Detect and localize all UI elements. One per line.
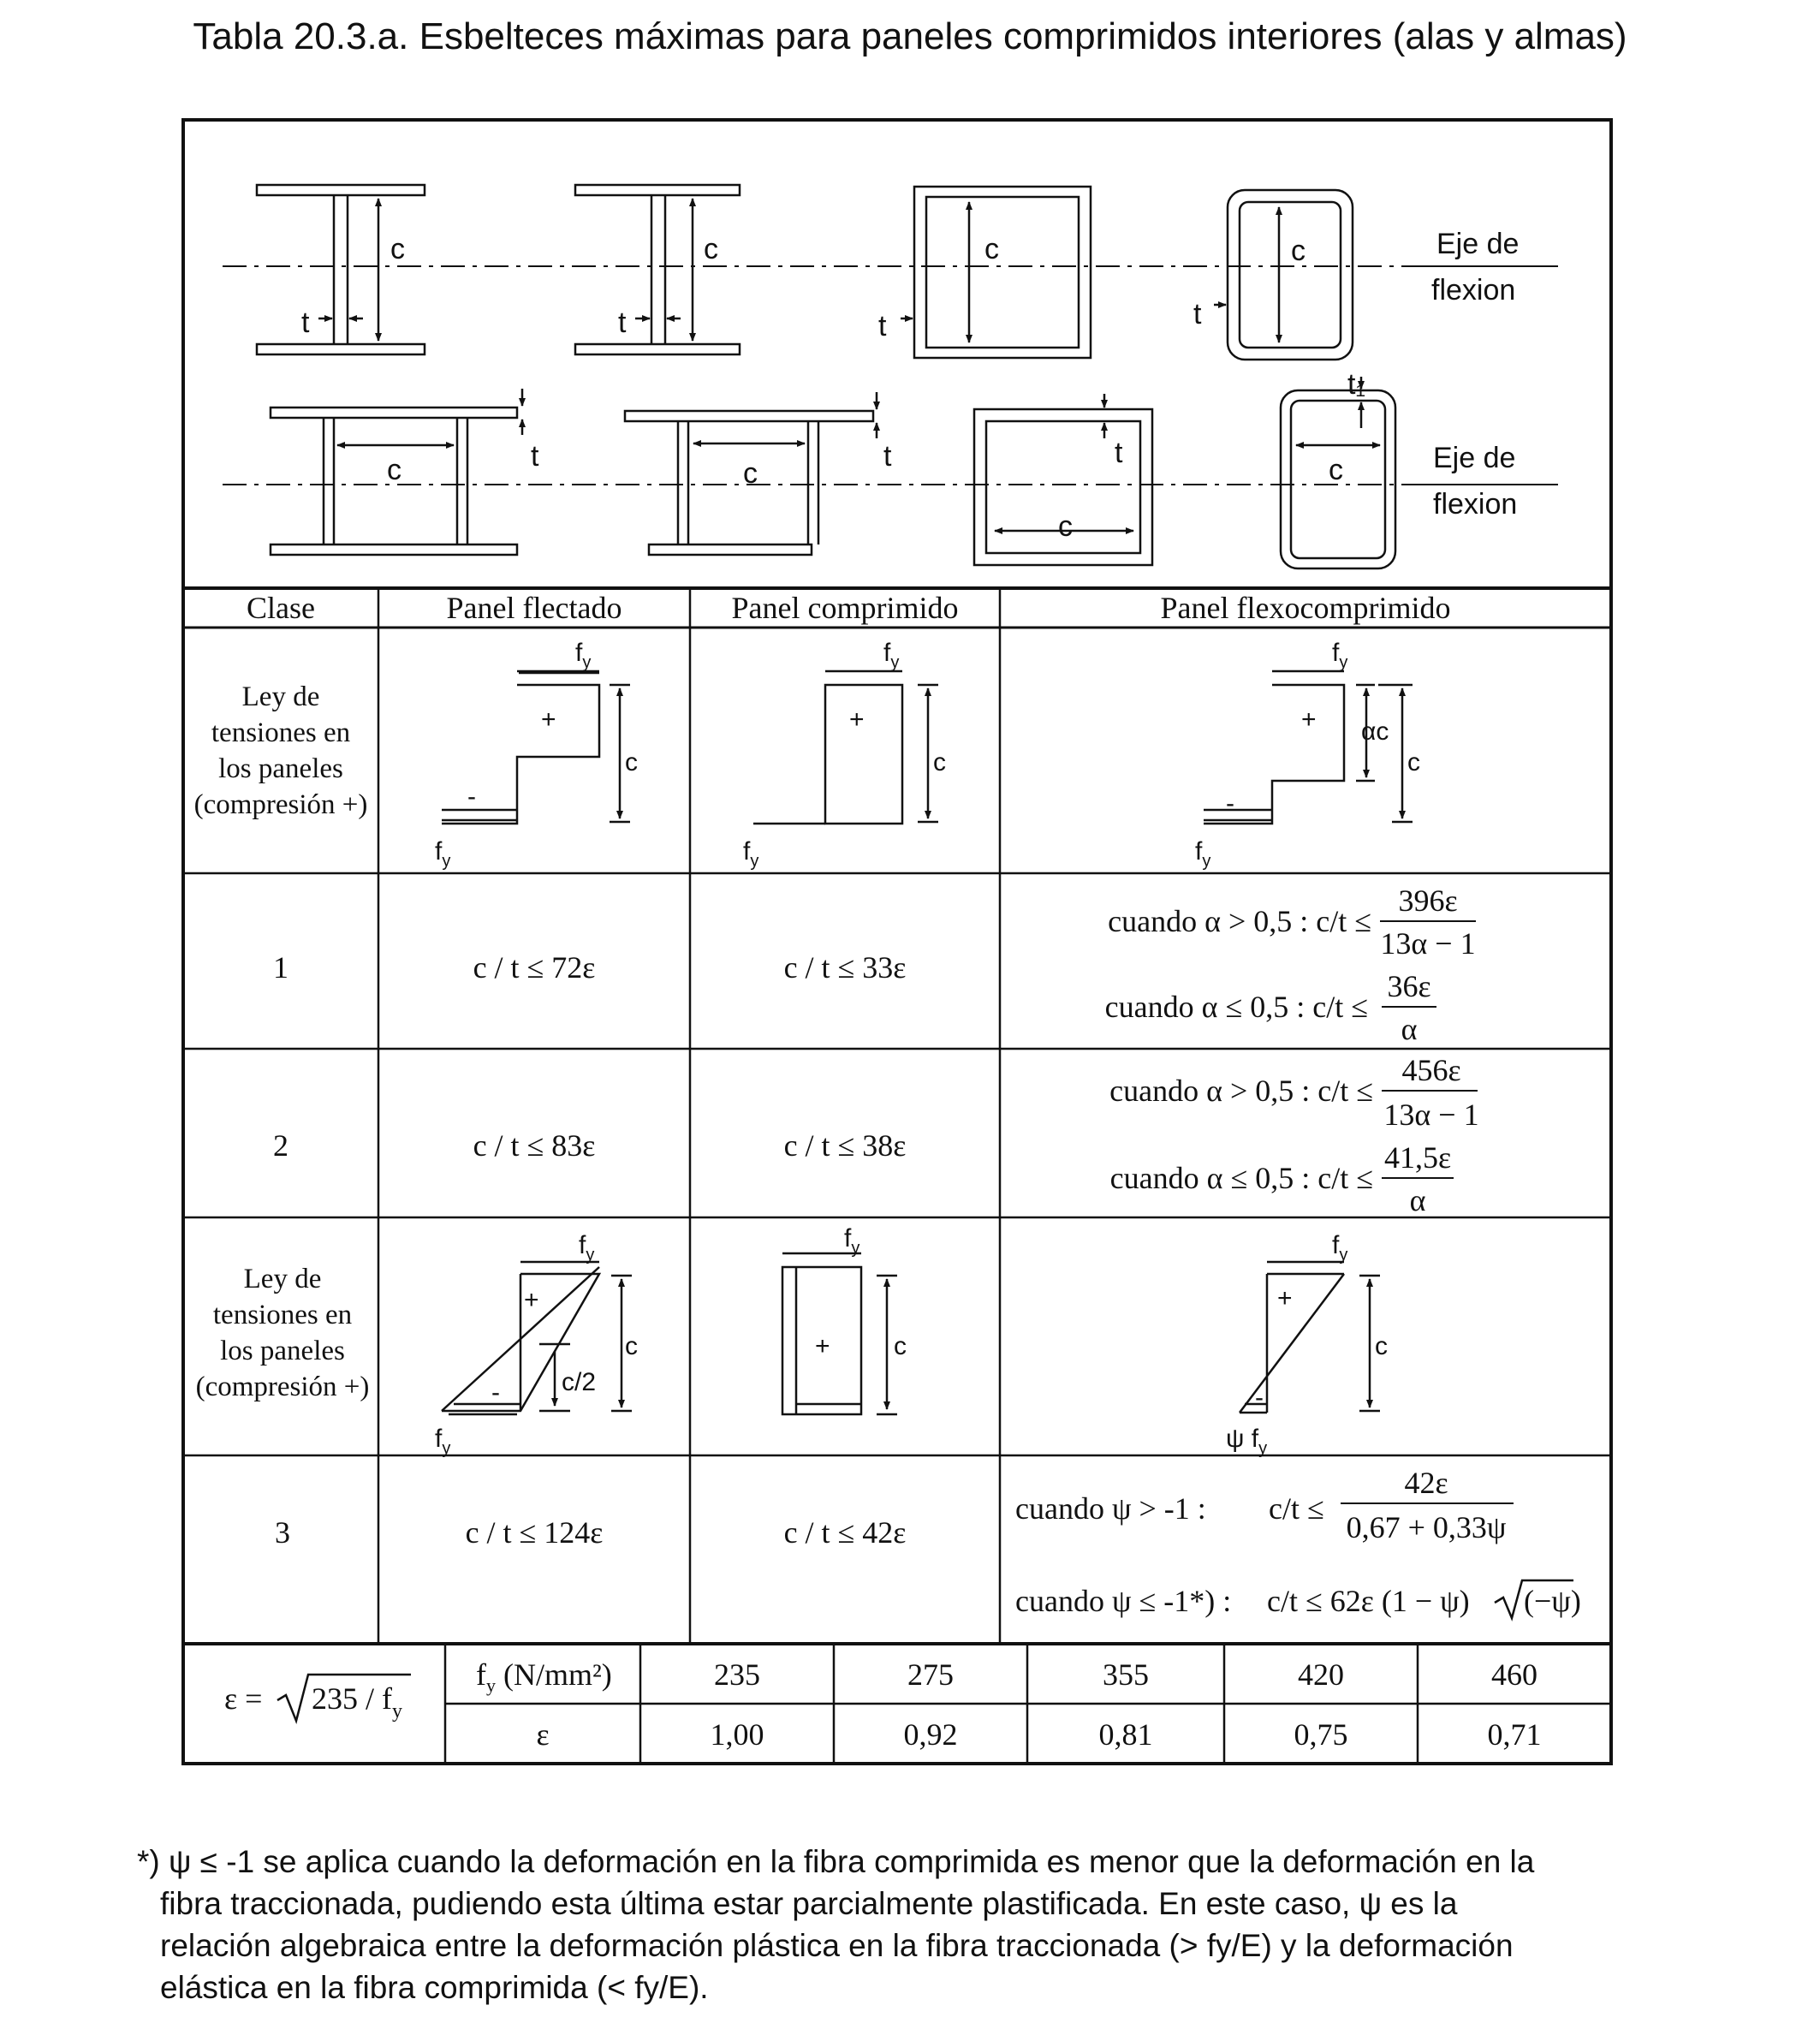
footnote-line: *) ψ ≤ -1 se aplica cuando la deformación en la fibra comprimida es menor que la deformación en la (137, 1844, 1535, 1879)
plus-sign: + (524, 1286, 539, 1314)
plus-sign: + (815, 1332, 830, 1360)
flexo-condition-a: cuando ψ > -1 : (1015, 1491, 1206, 1526)
fraction-denominator: 0,67 + 0,33ψ (1346, 1510, 1507, 1544)
dim-t-label: t (878, 310, 887, 342)
epsilon-value: 0,81 (1098, 1717, 1153, 1752)
dim-c-label: c (387, 454, 401, 486)
epsilon-row-label: ε (536, 1717, 550, 1752)
fraction-numerator: 36ε (1387, 969, 1431, 1003)
fy-label: $f_y$ (435, 837, 451, 871)
class-1-row (273, 884, 1476, 1046)
dim-c-label: c (625, 748, 638, 777)
comprimido-limit: c / t ≤ 42ε (783, 1515, 907, 1550)
epsilon-formula: ε = (224, 1681, 263, 1716)
flectado-limit: c / t ≤ 124ε (465, 1515, 604, 1550)
plus-sign: + (1277, 1284, 1293, 1312)
epsilon-value: 1,00 (710, 1717, 764, 1752)
footnote-line: elástica en la fibra comprimida (< fy/E). (160, 1970, 709, 2005)
minus-sign: - (467, 782, 476, 811)
flexo-condition-b: cuando α ≤ 0,5 : c/t ≤ (1104, 990, 1368, 1024)
flexo-condition-a: cuando α > 0,5 : c/t ≤ (1108, 904, 1371, 938)
stress-diagrams-class12 (442, 671, 1413, 824)
footnote-line: fibra traccionada, pudiendo esta última estar parcialmente plastificada. En este caso, ψ es la (160, 1886, 1458, 1921)
fraction-numerator: 41,5ε (1383, 1140, 1452, 1175)
ley-label-bottom (196, 1264, 370, 1402)
class-number: 1 (273, 950, 288, 985)
dim-c-label: c (704, 233, 718, 265)
flexo-relation-a: c/t ≤ (1269, 1491, 1324, 1526)
cross-sections-row2 (223, 377, 1558, 568)
fy-label: $f_y$ (575, 639, 592, 672)
dim-c-half-label: c/2 (562, 1368, 597, 1396)
epsilon-formula-root: $235 / f_y$ (312, 1681, 402, 1723)
sqrt-argument: (−ψ) (1524, 1584, 1581, 1618)
minus-sign: - (491, 1378, 500, 1407)
fy-label: $f_y$ (844, 1224, 860, 1258)
fy-label: $f_y$ (743, 837, 759, 871)
dim-c-label: c (933, 748, 946, 777)
dim-c-label: c (984, 233, 999, 265)
header-panel-flectado: Panel flectado (446, 591, 622, 625)
fy-label: $f_y$ (1195, 837, 1211, 871)
fraction-numerator: 456ε (1401, 1053, 1461, 1087)
fy-value: 275 (907, 1657, 954, 1692)
fraction-denominator: 13α − 1 (1383, 1098, 1479, 1132)
page-title: Tabla 20.3.a. Esbelteces máximas para paneles comprimidos interiores (alas y almas) (193, 15, 1627, 57)
epsilon-value: 0,75 (1294, 1717, 1348, 1752)
dim-c-label: c (1375, 1332, 1388, 1360)
flectado-limit: c / t ≤ 72ε (473, 950, 596, 985)
fraction-denominator: α (1401, 1012, 1418, 1046)
ley-label-line: los paneles (218, 753, 343, 784)
header-clase: Clase (247, 591, 315, 625)
dim-t-label: t (301, 306, 310, 339)
fraction-numerator: 42ε (1404, 1466, 1448, 1500)
footnote-line: relación algebraica entre la deformación plástica en la fibra traccionada (> fy/E) y la deformación (160, 1928, 1514, 1963)
fy-label: $f_y$ (579, 1231, 595, 1264)
alpha-c-label: αc (1361, 717, 1389, 746)
class-number: 2 (273, 1128, 288, 1163)
dim-t-label: t (1115, 437, 1123, 469)
class-number: 3 (275, 1515, 290, 1550)
comprimido-limit: c / t ≤ 33ε (783, 950, 907, 985)
plus-sign: + (849, 705, 865, 734)
stress-labels-class3 (435, 1224, 1388, 1458)
fy-label: $f_y$ (1332, 639, 1348, 672)
epsilon-value: 0,92 (903, 1717, 958, 1752)
flexo-condition-b: cuando ψ ≤ -1*) : (1015, 1584, 1232, 1618)
fy-label: $f_y$ (435, 1425, 451, 1458)
fraction-denominator: 13α − 1 (1380, 926, 1476, 961)
ley-label-line: Ley de (243, 1264, 322, 1294)
fraction-denominator: α (1409, 1183, 1426, 1217)
class-2-row (273, 1053, 1479, 1217)
dim-t-label: t (1193, 298, 1202, 330)
ley-label-line: tensiones en (211, 717, 351, 748)
fy-value: 355 (1103, 1657, 1149, 1692)
fy-value: 420 (1298, 1657, 1344, 1692)
dim-c-label: c (743, 457, 758, 490)
psi-fy-label: ψ $f_y$ (1226, 1425, 1268, 1458)
ley-label-line: Ley de (241, 681, 320, 712)
ley-label-line: tensiones en (212, 1300, 353, 1330)
dim-t-label: t (618, 306, 627, 339)
fraction-numerator: 396ε (1398, 884, 1458, 918)
dim-c-label: c (1407, 748, 1420, 777)
ley-label-top (194, 681, 368, 820)
fy-row-label: $f_y$ (N/mm²) (476, 1657, 612, 1696)
eje-label-line2: flexion (1433, 488, 1518, 521)
plus-sign: + (541, 705, 556, 734)
dim-t-label: t (531, 440, 539, 473)
dim-c-label: c (1329, 454, 1343, 486)
minus-sign: - (1226, 789, 1234, 818)
eje-label-line1: Eje de (1436, 228, 1520, 260)
fy-label: $f_y$ (883, 639, 900, 672)
fy-label: $f_y$ (1332, 1231, 1348, 1264)
flexo-condition-b: cuando α ≤ 0,5 : c/t ≤ (1109, 1161, 1373, 1195)
eje-label-line2: flexion (1431, 274, 1516, 306)
header-panel-flexocomprimido: Panel flexocomprimido (1160, 591, 1451, 625)
flexo-relation-b: c/t ≤ 62ε (1 − ψ) (1267, 1584, 1470, 1618)
class-3-row (275, 1466, 1581, 1618)
minus-sign: - (1255, 1383, 1264, 1412)
dim-c-label: c (1058, 510, 1073, 543)
fy-value: 235 (714, 1657, 760, 1692)
comprimido-limit: c / t ≤ 38ε (783, 1128, 907, 1163)
dim-c-label: c (625, 1332, 638, 1360)
header-panel-comprimido: Panel comprimido (731, 591, 959, 625)
flectado-limit: c / t ≤ 83ε (473, 1128, 596, 1163)
epsilon-value: 0,71 (1487, 1717, 1542, 1752)
dim-t-label: t (883, 440, 892, 473)
ley-label-line: (compresión +) (193, 789, 368, 820)
dim-c-label: c (894, 1332, 907, 1360)
ley-label-line: (compresión +) (195, 1372, 370, 1402)
cross-sections-row1 (223, 185, 1558, 360)
fy-value: 460 (1491, 1657, 1537, 1692)
ley-label-line: los paneles (220, 1336, 345, 1366)
dim-t1-label: t₁ (1347, 368, 1365, 401)
plus-sign: + (1301, 705, 1317, 734)
flexo-condition-a: cuando α > 0,5 : c/t ≤ (1109, 1074, 1373, 1108)
dim-c-label: c (390, 233, 405, 265)
cross-section-labels (301, 228, 1519, 543)
table-header-row (247, 591, 1450, 625)
dim-c-label: c (1291, 235, 1306, 267)
footnote (137, 1841, 1704, 2008)
eje-label-line1: Eje de (1433, 442, 1516, 474)
